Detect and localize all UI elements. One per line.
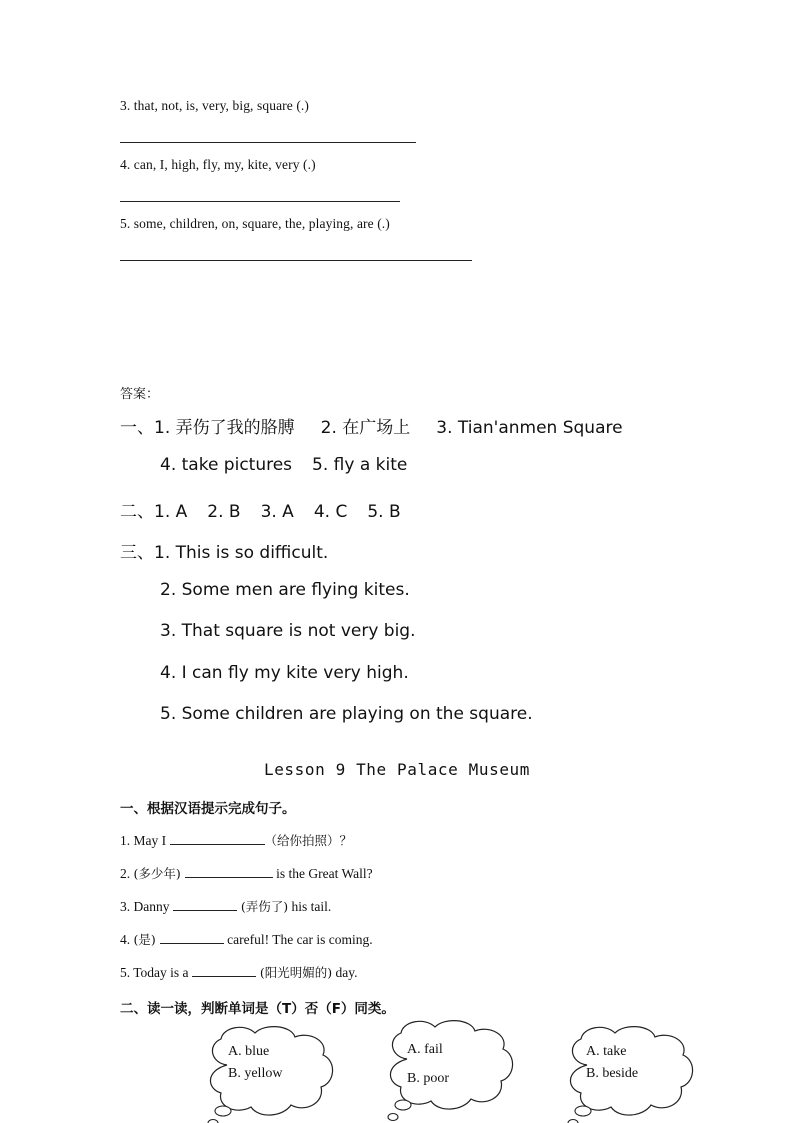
item-text: 2. bbox=[120, 866, 134, 881]
answer-item: 5. fly a kite bbox=[312, 455, 408, 475]
chinese-hint: (弄伤了) bbox=[236, 899, 289, 914]
item-text: 1. May I bbox=[120, 833, 170, 848]
answer-item: 1. A bbox=[154, 502, 188, 522]
answer-item: 4. C bbox=[313, 502, 348, 522]
answers-part1-line2 bbox=[160, 455, 407, 475]
fill-item-3 bbox=[120, 897, 331, 915]
answer-item: 5. B bbox=[367, 502, 401, 522]
lesson-title: Lesson 9 The Palace Museum bbox=[263, 760, 531, 779]
answers-part2-marker: 二、 bbox=[120, 502, 154, 522]
answer-line-5 bbox=[120, 260, 472, 261]
chinese-hint: (是) bbox=[133, 932, 160, 947]
chinese-hint: (多少年) bbox=[133, 866, 185, 881]
item-text: 5. Today is a bbox=[120, 965, 192, 980]
exercise-4-prompt: 4. can, I, high, fly, my, kite, very (.) bbox=[120, 157, 316, 172]
answer-blank[interactable] bbox=[170, 831, 265, 845]
chinese-hint: (阳光明媚的) bbox=[255, 965, 333, 980]
answers-part3-marker: 三、 bbox=[120, 543, 154, 563]
item-text: careful! The car is coming. bbox=[223, 932, 373, 947]
item-text: is the Great Wall? bbox=[272, 866, 373, 881]
answer-item: 5. Some children are playing on the square. bbox=[160, 704, 533, 724]
answer-item: 4. take pictures bbox=[160, 455, 293, 475]
chinese-hint: （给你拍照）？ bbox=[264, 833, 353, 848]
item-text: his tail. bbox=[288, 899, 332, 914]
answers-part1-marker: 一、 bbox=[120, 418, 154, 438]
exercise-3-prompt: 3. that, not, is, very, big, square (.) bbox=[120, 98, 309, 113]
answers-part2-line bbox=[120, 497, 401, 522]
answer-item: 3. Tian'anmen Square bbox=[436, 418, 623, 438]
answer-item: 4. I can fly my kite very high. bbox=[160, 663, 409, 683]
section1-heading: 一、根据汉语提示完成句子。 bbox=[120, 801, 296, 817]
cloud2-option-b: B. poor bbox=[407, 1071, 449, 1086]
exercise-5-prompt: 5. some, children, on, square, the, playing, are (.) bbox=[120, 216, 390, 231]
thought-clouds bbox=[0, 1015, 794, 1123]
answer-blank[interactable] bbox=[160, 930, 224, 944]
fill-item-1 bbox=[120, 831, 352, 849]
answer-blank[interactable] bbox=[185, 864, 273, 878]
fill-item-4 bbox=[120, 930, 373, 948]
answer-item: 2. Some men are flying kites. bbox=[160, 580, 410, 600]
answer-blank[interactable] bbox=[192, 963, 256, 977]
fill-item-5 bbox=[120, 963, 358, 981]
answer-item: 2. 在广场上 bbox=[320, 418, 411, 438]
answer-blank[interactable] bbox=[173, 897, 237, 911]
cloud3-option-b: B. beside bbox=[586, 1066, 639, 1081]
answer-item: 3. A bbox=[260, 502, 294, 522]
cloud1-option-a: A. blue bbox=[228, 1044, 270, 1059]
cloud3-option-a: A. take bbox=[586, 1044, 627, 1059]
fill-item-2 bbox=[120, 864, 373, 882]
item-text: 3. Danny bbox=[120, 899, 173, 914]
answer-item: 1. This is so difficult. bbox=[154, 543, 329, 563]
item-text: day. bbox=[332, 965, 358, 980]
answer-item: 3. That square is not very big. bbox=[160, 621, 416, 641]
answers-part3-line1 bbox=[120, 538, 328, 563]
section2-heading: 二、读一读，判断单词是（T）否（F）同类。 bbox=[120, 1001, 395, 1017]
answer-item: 2. B bbox=[207, 502, 241, 522]
answers-part1-line1 bbox=[120, 413, 623, 438]
item-text: 4. bbox=[120, 932, 134, 947]
answers-label: 答案： bbox=[120, 387, 160, 402]
answer-line-3 bbox=[120, 142, 416, 143]
cloud1-option-b: B. yellow bbox=[228, 1066, 283, 1081]
answer-item: 1. 弄伤了我的胳膊 bbox=[154, 418, 295, 438]
answer-line-4 bbox=[120, 201, 400, 202]
cloud2-option-a: A. fail bbox=[407, 1042, 443, 1057]
